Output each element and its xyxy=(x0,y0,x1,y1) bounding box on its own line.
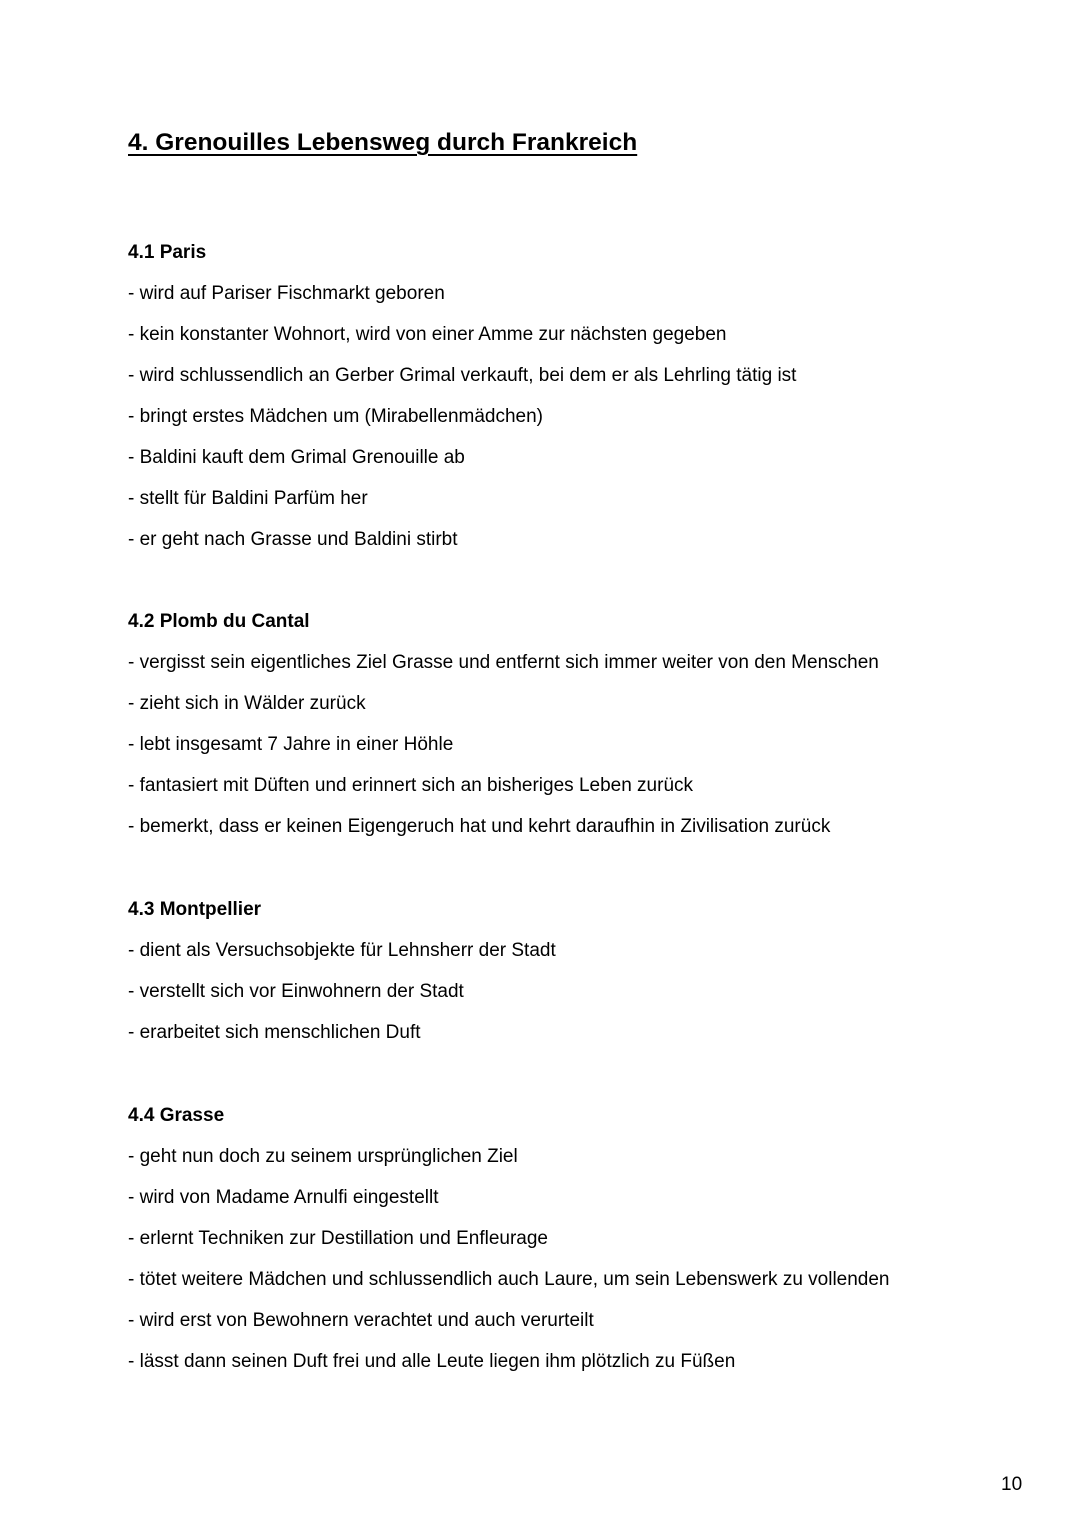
list-item: - Baldini kauft dem Grimal Grenouille ab xyxy=(128,447,465,468)
bullet-list xyxy=(128,651,879,839)
bullet-list xyxy=(128,282,796,552)
section-heading: 4.1 Paris xyxy=(128,242,207,263)
section-montpellier xyxy=(128,898,556,1045)
list-item: - wird erst von Bewohnern verachtet und auch verurteilt xyxy=(128,1310,594,1331)
list-item: - vergisst sein eigentliches Ziel Grasse und entfernt sich immer weiter von den Menschen xyxy=(128,652,879,673)
list-item: - erarbeitet sich menschlichen Duft xyxy=(128,1022,421,1043)
list-item: - erlernt Techniken zur Destillation und Enfleurage xyxy=(128,1228,548,1249)
list-item: - lässt dann seinen Duft frei und alle Leute liegen ihm plötzlich zu Füßen xyxy=(128,1351,736,1372)
list-item: - bringt erstes Mädchen um (Mirabellenmädchen) xyxy=(128,406,544,427)
list-item: - tötet weitere Mädchen und schlussendlich auch Laure, um sein Lebenswerk zu vollenden xyxy=(128,1269,890,1290)
section-grasse xyxy=(128,1104,890,1374)
list-item: - lebt insgesamt 7 Jahre in einer Höhle xyxy=(128,734,454,755)
list-item: - verstellt sich vor Einwohnern der Stadt xyxy=(128,981,464,1002)
section-heading: 4.3 Montpellier xyxy=(128,899,262,920)
list-item: - wird auf Pariser Fischmarkt geboren xyxy=(128,283,445,304)
section-heading: 4.2 Plomb du Cantal xyxy=(128,611,310,632)
bullet-list xyxy=(128,1145,890,1374)
list-item: - fantasiert mit Düften und erinnert sich an bisheriges Leben zurück xyxy=(128,775,694,796)
list-item: - stellt für Baldini Parfüm her xyxy=(128,488,368,509)
list-item: - er geht nach Grasse und Baldini stirbt xyxy=(128,529,458,550)
bullet-list xyxy=(128,939,556,1045)
section-paris xyxy=(128,241,796,552)
list-item: - wird schlussendlich an Gerber Grimal verkauft, bei dem er als Lehrling tätig ist xyxy=(128,365,797,386)
list-item: - geht nun doch zu seinem ursprünglichen Ziel xyxy=(128,1146,518,1167)
list-item: - zieht sich in Wälder zurück xyxy=(128,693,366,714)
list-item: - wird von Madame Arnulfi eingestellt xyxy=(128,1187,439,1208)
section-heading: 4.4 Grasse xyxy=(128,1105,225,1126)
page-number: 10 xyxy=(1001,1474,1023,1495)
page-title: 4. Grenouilles Lebensweg durch Frankreich xyxy=(128,129,638,156)
section-plomb-du-cantal xyxy=(128,610,879,839)
list-item: - bemerkt, dass er keinen Eigengeruch hat und kehrt daraufhin in Zivilisation zurück xyxy=(128,816,831,837)
list-item: - kein konstanter Wohnort, wird von einer Amme zur nächsten gegeben xyxy=(128,324,727,345)
list-item: - dient als Versuchsobjekte für Lehnsherr der Stadt xyxy=(128,940,556,961)
